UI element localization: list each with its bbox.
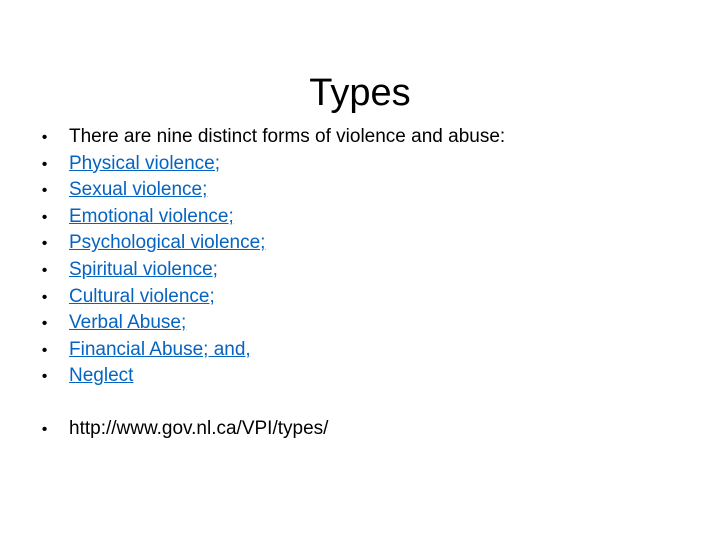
bullet-icon: • bbox=[41, 421, 48, 438]
link-physical-violence[interactable]: Physical violence; bbox=[69, 152, 221, 174]
list-item bbox=[20, 363, 700, 390]
list-item bbox=[20, 284, 700, 311]
list-item bbox=[20, 257, 700, 284]
source-url: http://www.gov.nl.ca/VPI/types/ bbox=[69, 418, 329, 439]
link-spiritual-violence[interactable]: Spiritual violence; bbox=[69, 258, 218, 280]
link-psychological-violence[interactable]: Psychological violence; bbox=[69, 232, 266, 254]
list-item bbox=[20, 337, 700, 364]
bullet-icon: • bbox=[41, 288, 48, 306]
link-neglect[interactable]: Neglect bbox=[69, 365, 134, 387]
slide-title: Types bbox=[309, 72, 411, 115]
link-emotional-violence[interactable]: Emotional violence; bbox=[69, 205, 234, 227]
link-financial-abuse[interactable]: Financial Abuse; and, bbox=[69, 338, 251, 360]
list-item bbox=[20, 151, 700, 178]
bullet-icon: • bbox=[41, 315, 48, 333]
list-item bbox=[20, 177, 700, 204]
list-item bbox=[20, 230, 700, 257]
bullet-icon: • bbox=[41, 341, 48, 359]
bullet-list bbox=[20, 124, 700, 390]
bullet-icon: • bbox=[41, 235, 48, 253]
bullet-icon: • bbox=[41, 261, 48, 279]
list-item bbox=[20, 124, 700, 151]
bullet-icon: • bbox=[41, 368, 48, 386]
bullet-icon: • bbox=[41, 155, 48, 173]
bullet-icon: • bbox=[41, 208, 48, 226]
bullet-icon: • bbox=[41, 182, 48, 200]
list-item bbox=[20, 204, 700, 231]
list-item bbox=[20, 310, 700, 337]
bullet-icon: • bbox=[41, 129, 48, 146]
intro-text: There are nine distinct forms of violence and abuse: bbox=[69, 126, 506, 147]
link-sexual-violence[interactable]: Sexual violence; bbox=[69, 179, 208, 201]
link-cultural-violence[interactable]: Cultural violence; bbox=[69, 285, 215, 307]
source-bullet bbox=[20, 416, 328, 444]
link-verbal-abuse[interactable]: Verbal Abuse; bbox=[69, 312, 187, 334]
